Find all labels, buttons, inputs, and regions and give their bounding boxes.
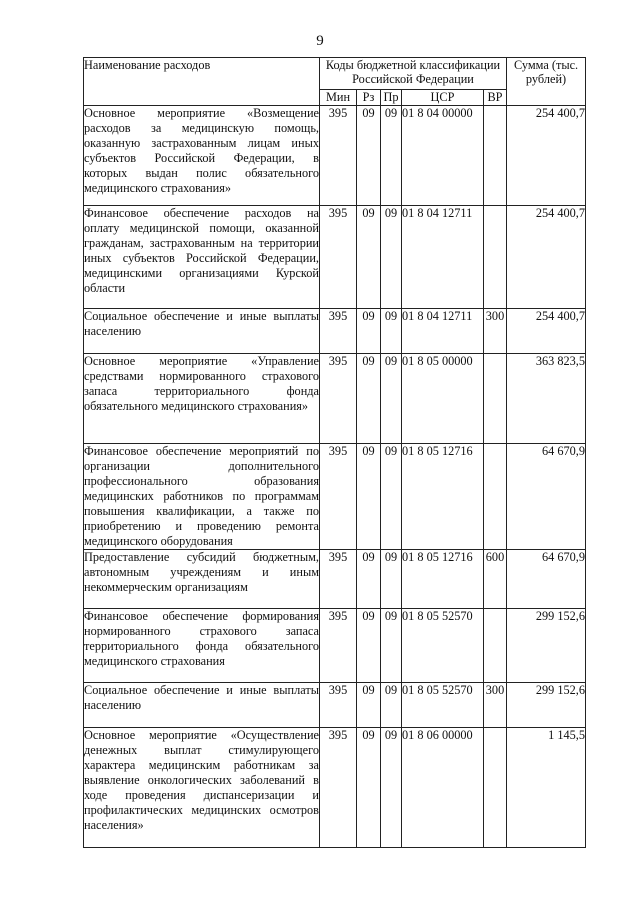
row-name: Финансовое обеспечение расходов на оплату медицинской помощи, оказанной гражданам, застрахованным на территории иных субъектов Российской Федерации, медицинскими организациями Курской области — [84, 206, 320, 309]
header-csr: ЦСР — [402, 90, 484, 106]
table-row — [84, 683, 586, 728]
row-rz: 09 — [357, 354, 381, 444]
row-rz: 09 — [357, 550, 381, 609]
row-name: Финансовое обеспечение формирования нормированного страхового запаса территориального фонда обязательного медицинского страхования — [84, 609, 320, 683]
row-pr: 09 — [381, 609, 402, 683]
row-pr: 09 — [381, 206, 402, 309]
row-min: 395 — [320, 106, 357, 206]
row-pr: 09 — [381, 728, 402, 848]
row-vr — [484, 354, 507, 444]
row-name: Финансовое обеспечение мероприятий по организации дополнительного профессионального образования медицинских работников по программам повышения квалификации, а также по приобретению и проведению ремонта медицинского оборудования — [84, 444, 319, 548]
row-vr: 300 — [484, 309, 507, 354]
row-csr: 01 8 04 12711 — [402, 206, 484, 309]
row-rz: 09 — [357, 444, 381, 550]
row-pr: 09 — [381, 550, 402, 609]
row-min: 395 — [320, 609, 357, 683]
table-row — [84, 550, 586, 609]
row-csr: 01 8 05 00000 — [402, 354, 484, 444]
row-vr — [484, 728, 507, 848]
table-row — [84, 609, 586, 683]
row-name: Основное мероприятие «Возмещение расходов за медицинскую помощь, оказанную застрахованным лицам иных субъектов Российской Федерации, в которых выдан полис обязательного медицинского страхования» — [84, 106, 320, 206]
row-vr — [484, 206, 507, 309]
row-csr: 01 8 05 52570 — [402, 609, 484, 683]
row-csr: 01 8 05 52570 — [402, 683, 484, 728]
row-csr: 01 8 05 12716 — [402, 444, 484, 550]
header-sum: Сумма (тыс. рублей) — [507, 58, 586, 106]
row-sum: 254 400,7 — [507, 206, 586, 309]
row-vr — [484, 444, 507, 550]
table-row — [84, 309, 586, 354]
row-pr: 09 — [381, 354, 402, 444]
row-min: 395 — [320, 309, 357, 354]
row-vr: 600 — [484, 550, 507, 609]
row-csr: 01 8 05 12716 — [402, 550, 484, 609]
row-vr — [484, 609, 507, 683]
row-pr: 09 — [381, 106, 402, 206]
row-vr — [484, 106, 507, 206]
row-name: Предоставление субсидий бюджетным, автономным учреждениям и иным некоммерческим организациям — [84, 550, 320, 609]
header-vr: ВР — [484, 90, 507, 106]
row-name: Основное мероприятие «Управление средствами нормированного страхового запаса территориального фонда обязательного медицинского страхования» — [84, 354, 320, 444]
row-sum: 254 400,7 — [507, 106, 586, 206]
row-sum: 299 152,6 — [507, 683, 586, 728]
row-min: 395 — [320, 354, 357, 444]
row-rz: 09 — [357, 106, 381, 206]
row-min: 395 — [320, 550, 357, 609]
row-sum: 1 145,5 — [507, 728, 586, 848]
row-rz: 09 — [357, 728, 381, 848]
row-min: 395 — [320, 444, 357, 550]
row-sum: 363 823,5 — [507, 354, 586, 444]
table-row — [84, 444, 586, 550]
row-vr: 300 — [484, 683, 507, 728]
table-row — [84, 728, 586, 848]
table-row — [84, 106, 586, 206]
row-rz: 09 — [357, 683, 381, 728]
row-pr: 09 — [381, 444, 402, 550]
row-pr: 09 — [381, 683, 402, 728]
table-row — [84, 354, 586, 444]
header-min: Мин — [320, 90, 357, 106]
row-min: 395 — [320, 728, 357, 848]
row-sum: 254 400,7 — [507, 309, 586, 354]
header-pr: Пр — [381, 90, 402, 106]
row-rz: 09 — [357, 309, 381, 354]
row-sum: 64 670,9 — [507, 550, 586, 609]
row-sum: 64 670,9 — [507, 444, 586, 550]
row-min: 395 — [320, 683, 357, 728]
header-codes: Коды бюджетной классификации Российской Федерации — [320, 58, 507, 90]
row-csr: 01 8 04 00000 — [402, 106, 484, 206]
row-rz: 09 — [357, 206, 381, 309]
row-name: Основное мероприятие «Осуществление денежных выплат стимулирующего характера медицинским работникам за выявление онкологических заболеваний в ходе проведения диспансеризации и профилактических медицинских осмотров населения» — [84, 728, 320, 848]
page-number: 9 — [316, 33, 324, 49]
row-name: Социальное обеспечение и иные выплаты населению — [84, 309, 320, 354]
header-name: Наименование расходов — [84, 58, 320, 106]
header-rz: Рз — [357, 90, 381, 106]
row-sum: 299 152,6 — [507, 609, 586, 683]
row-pr: 09 — [381, 309, 402, 354]
row-rz: 09 — [357, 609, 381, 683]
row-csr: 01 8 06 00000 — [402, 728, 484, 848]
budget-table — [83, 57, 586, 848]
row-csr: 01 8 04 12711 — [402, 309, 484, 354]
row-name: Социальное обеспечение и иные выплаты населению — [84, 683, 320, 728]
table-row — [84, 206, 586, 309]
row-min: 395 — [320, 206, 357, 309]
